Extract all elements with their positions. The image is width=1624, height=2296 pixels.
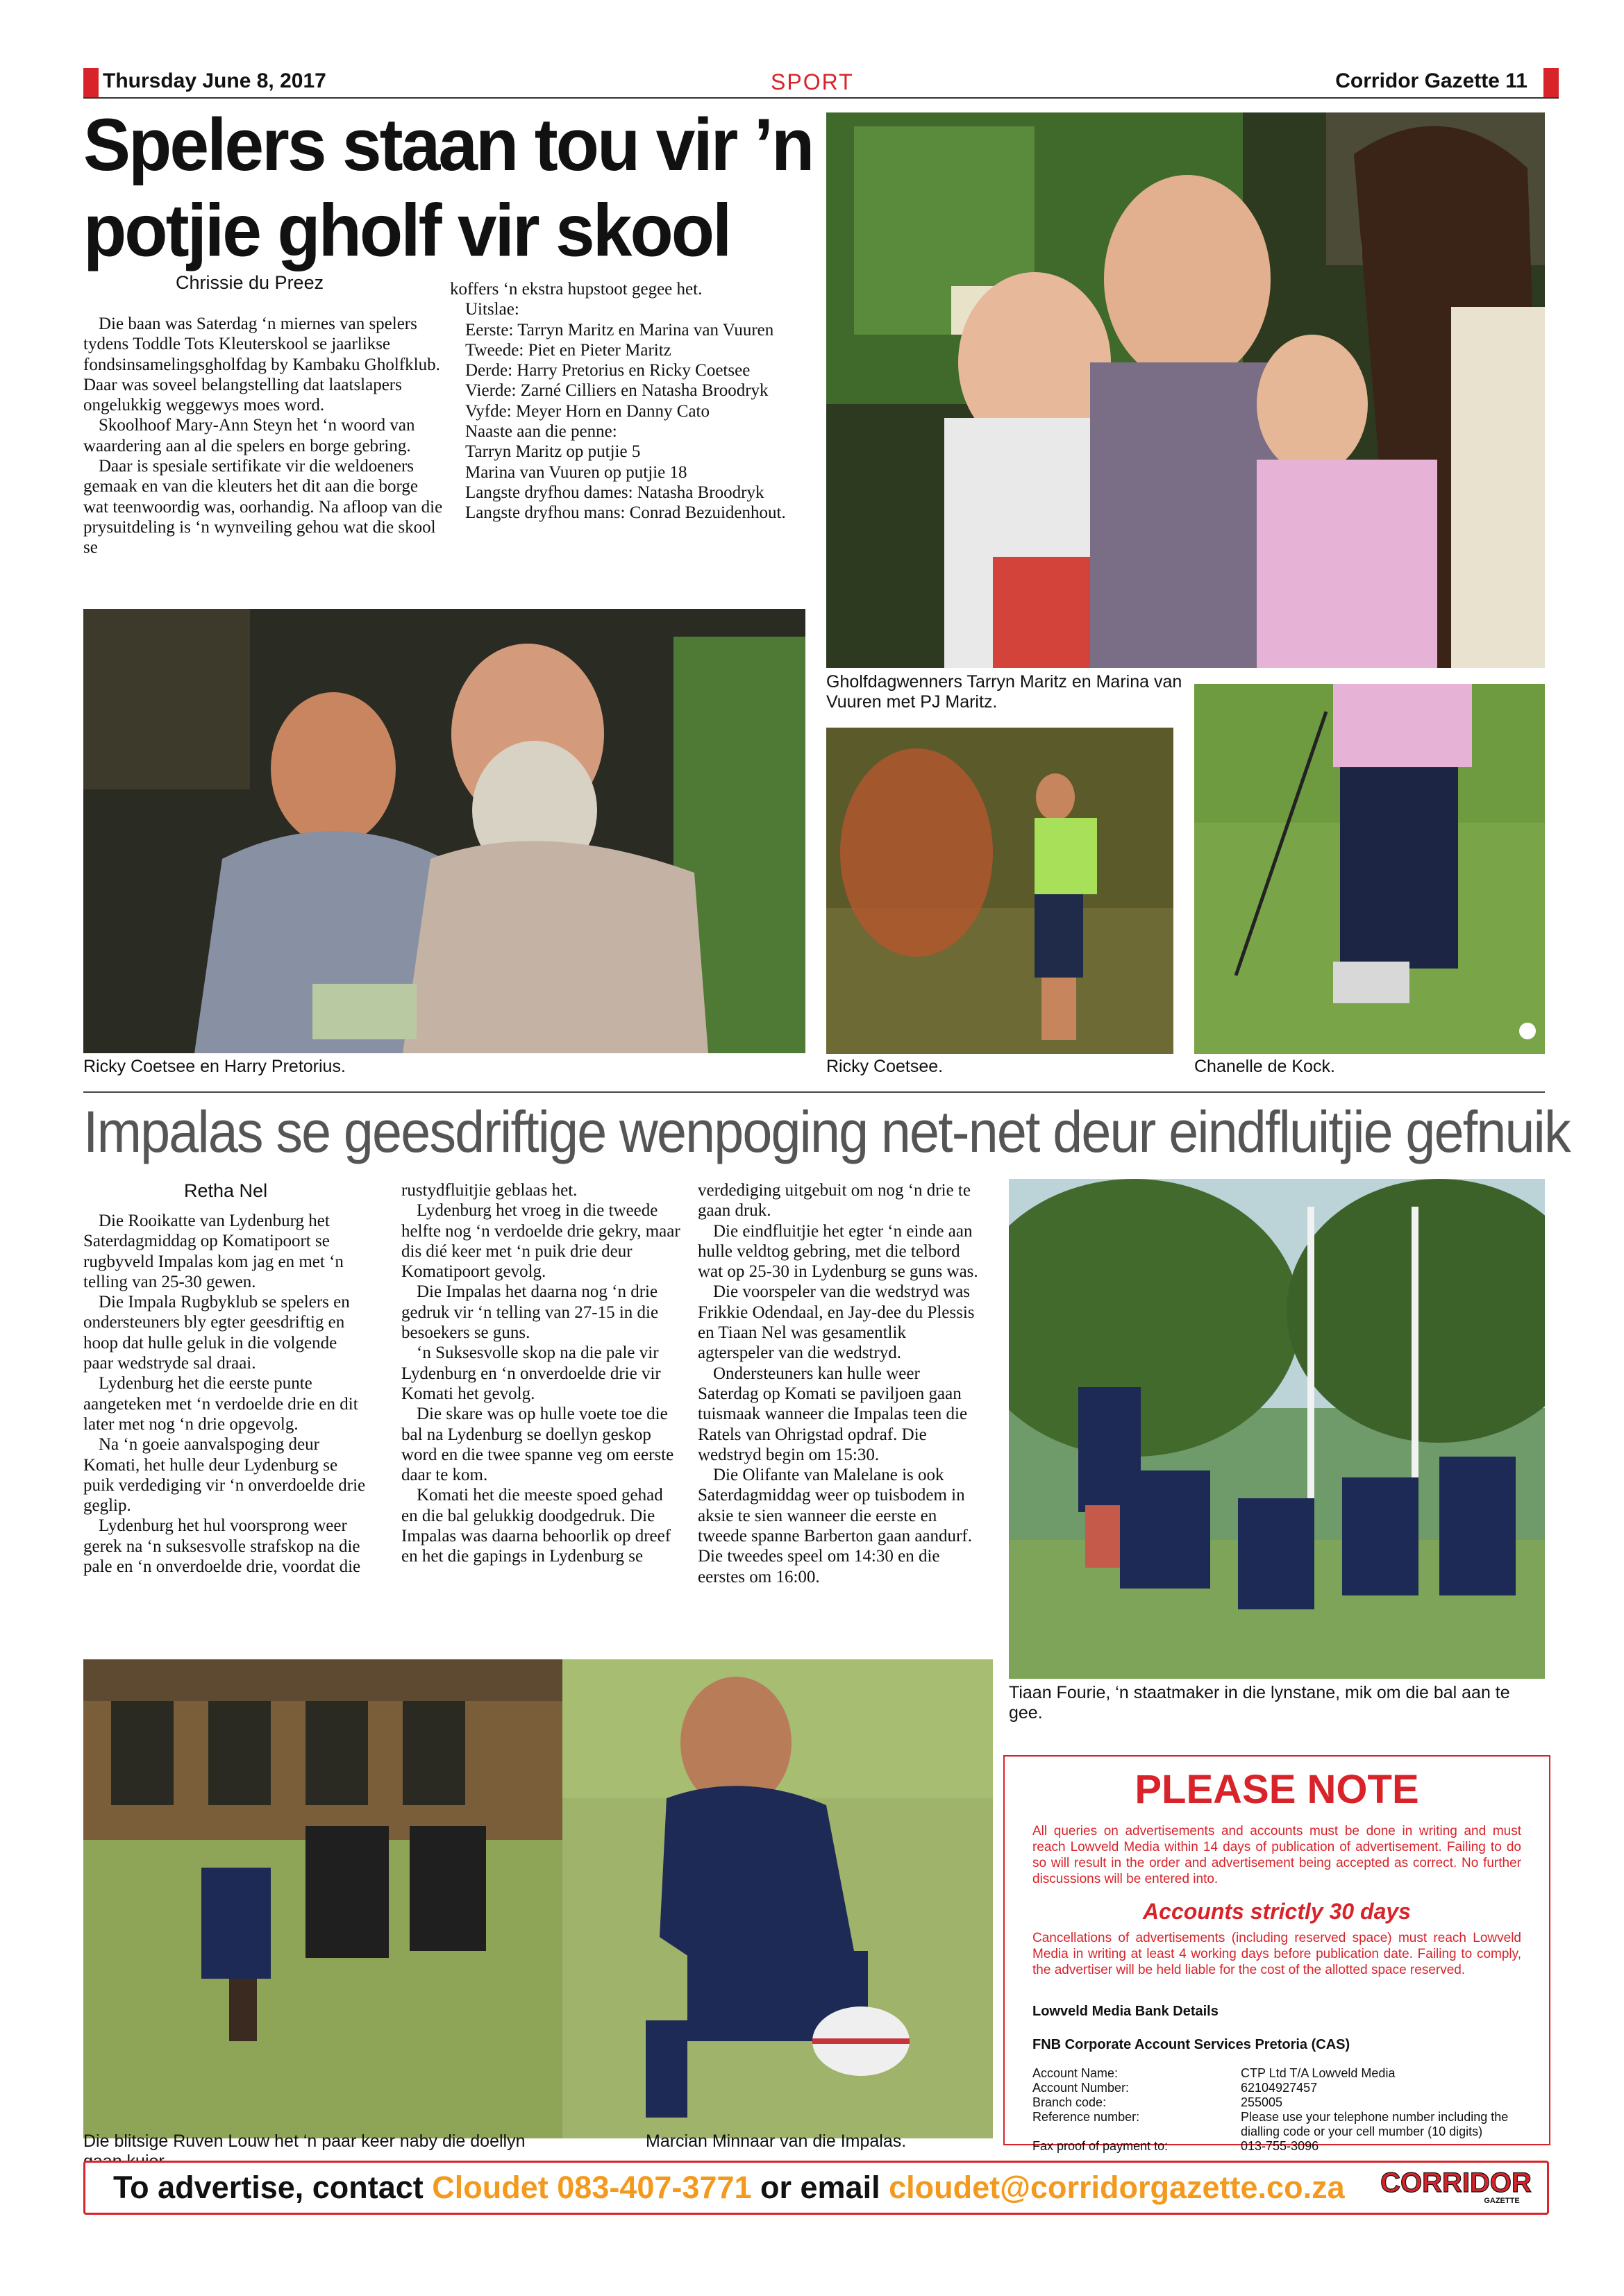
photo-rugby-ball [562, 1659, 993, 2138]
paragraph: Eerste: Tarryn Maritz en Marina van Vuuren [465, 320, 774, 340]
please-note-title: PLEASE NOTE [1135, 1767, 1419, 1812]
bank-row-value: CTP Ltd T/A Lowveld Media [1241, 2066, 1396, 2080]
article1-headline-line1: Spelers staan tou vir ’n [83, 103, 813, 186]
caption-men: Ricky Coetsee en Harry Pretorius. [83, 1057, 346, 1076]
caption-rugby-ball: Marcian Minnaar van die Impalas. [646, 2131, 907, 2151]
article1-column-2 [450, 279, 804, 523]
photo-men-certificates [83, 609, 805, 1053]
paragraph: Die voorspeler van die wedstryd was Frikkie Odendaal, en Jay-dee du Plessis en Tiaan Nel was gesamentlik agterspeler van die wedstryd. [698, 1282, 975, 1363]
logo-wordmark: CORRIDOR [1380, 2168, 1532, 2198]
paragraph: Vierde: Zarné Cilliers en Natasha Broodryk [465, 381, 769, 401]
article1-headline-line2: potjie gholf vir skool [83, 189, 730, 272]
paragraph: Na ‘n goeie aanvalspoging deur Komati, het hulle deur Lydenburg se puik verdediging vir ‘n onverdoelde drie geglip. [83, 1435, 366, 1516]
issue-date: Thursday June 8, 2017 [103, 69, 326, 92]
photo-rugby-lineout [1009, 1179, 1545, 1679]
paragraph: Komati het die meeste spoed gehad en die bal gelukkig doodgedruk. Die Impalas was daarna behoorlik op dreef en het die gapings in Lydenburg se [401, 1486, 671, 1566]
bank-row [1032, 2066, 1525, 2081]
article1-headline [83, 101, 826, 274]
paragraph: koffers ‘n ekstra hupstoot gegee het. [450, 280, 703, 299]
paragraph: Die eindfluitjie het egter ‘n einde aan hulle veldtog gebring, met die telbord wat op 25-30 in Lydenburg se guns was. [698, 1221, 978, 1282]
notice-paragraph-1: All queries on advertisements and accounts must be done in writing and must reach Lowveld Media within 14 days of publication of advertisement. Failing to do so will result in the order and advertisement being accepted as correct. No further discussions will be entered into. [1032, 1824, 1521, 1886]
article2-column-3 [698, 1180, 979, 1587]
corridor-gazette-logo [1377, 2167, 1535, 2206]
advertise-text-middle: or email [751, 2170, 889, 2205]
bank-row-value: 62104927457 [1241, 2081, 1318, 2095]
bank-row-label: Account Number: [1032, 2081, 1130, 2095]
bank-row [1032, 2139, 1525, 2154]
article2-column-2 [401, 1180, 683, 1567]
logo-sub: GAZETTE [1484, 2197, 1520, 2205]
notice-subtitle: Accounts strictly 30 days [1143, 1899, 1411, 1924]
section-divider [83, 1091, 1545, 1093]
bank-row-label: Account Name: [1032, 2066, 1119, 2080]
section-label: SPORT [771, 69, 854, 94]
paragraph: Lydenburg het die eerste punte aangeteken met ‘n verdoelde drie en dit later met nog ‘n drie opgevolg. [83, 1374, 358, 1434]
article1-column-1 [83, 314, 444, 558]
bank-row-label: Fax proof of payment to: [1032, 2139, 1169, 2153]
bank-row [1032, 2095, 1525, 2110]
paragraph: Derde: Harry Pretorius en Ricky Coetsee [465, 361, 751, 380]
paragraph: Daar is spesiale sertifikate vir die weldoeners gemaak en van die kleuters het dit aan die borge wat teenwoordig was, oorhandig. Na afloop van die prysuitdeling is ‘n wynveiling gehou wat die skool se [83, 457, 443, 558]
article2-column-1 [83, 1211, 368, 1577]
advertise-contact-name-phone: Cloudet 083-407-3771 [432, 2170, 752, 2205]
photo-golf-swing [826, 728, 1173, 1054]
caption-golf-putt: Chanelle de Kock. [1194, 1057, 1335, 1076]
paragraph: Die Rooikatte van Lydenburg het Saterdagmiddag op Komatipoort se rugbyveld Impalas kom jag en met ‘n telling van 25-30 gewen. [83, 1212, 344, 1291]
caption-golf-winners: Gholfdagwenners Tarryn Maritz en Marina van Vuuren met PJ Maritz. [826, 672, 1182, 712]
paragraph: ‘n Suksesvolle skop na die pale vir Lydenburg en ‘n onverdoelde drie vir Komati het gevolg. [401, 1343, 661, 1403]
please-note-box [1003, 1755, 1550, 2153]
article2-byline: Retha Nel [184, 1180, 268, 1201]
paragraph: Ondersteuners kan hulle weer Saterdag op Komati se paviljoen gaan tuismaak wanneer die Impalas teen die Ratels van Ohrigstad opdraf. Die wedstryd begin om 15:30. [698, 1364, 968, 1464]
paragraph: Skoolhoof Mary-Ann Steyn het ‘n woord van waardering aan al die spelers en borge gebring. [83, 416, 415, 455]
header-rule [83, 97, 1559, 99]
paragraph: Langste dryfhou mans: Conrad Bezuidenhout. [465, 503, 786, 523]
paragraph: Die Olifante van Malelane is ook Saterdagmiddag weer op tuisbodem in aksie te sien wanneer die eerste en tweede spanne Barberton gaan aandurf. Die tweedes speel om 14:30 en die eerstes om 16:00. [698, 1466, 972, 1586]
notice-paragraph-2: Cancellations of advertisements (including reserved space) must reach Lowveld Media in writing at least 4 working days before publication date. Failing to comply, the advertiser will be held liable for the cost of the allotted space reserved. [1032, 1931, 1521, 1977]
caption-rugby-run: Die blitsige Ruven Louw het ‘n paar keer naby die doellyn [83, 2131, 526, 2151]
bank-row-value: 255005 [1241, 2095, 1283, 2109]
bank-row-value: Please use your telephone number including the dialling code or your cell mumber (10 digits) [1241, 2110, 1509, 2138]
paragraph: Die Impala Rugbyklub se spelers en ondersteuners bly egter geesdriftig en hoop dat hulle geluk in die volgende paar wedstryde sal draai. [83, 1293, 350, 1373]
caption-golf-swing: Ricky Coetsee. [826, 1057, 944, 1076]
bank-details-heading: Lowveld Media Bank Details [1032, 2004, 1219, 2019]
paragraph: Die Impalas het daarna nog ‘n drie gedruk vir ‘n telling van 27-15 in die besoekers se guns. [401, 1282, 659, 1343]
bank-row-label: Reference number: [1032, 2110, 1140, 2124]
bank-row-value: 013-755-3096 [1241, 2139, 1319, 2153]
paragraph: Naaste aan die penne: [465, 422, 617, 442]
photo-golf-putt [1194, 684, 1545, 1054]
photo-golf-winners [826, 112, 1545, 668]
paragraph: Vyfde: Meyer Horn en Danny Cato [465, 401, 710, 421]
paragraph: verdediging uitgebuit om nog ‘n drie te gaan druk. [698, 1181, 971, 1221]
article2-headline: Impalas se geesdriftige wenpoging net-net deur eindfluitjie gefnuik [83, 1099, 1570, 1164]
paragraph: Lydenburg het hul voorsprong weer gerek na ‘n suksesvolle strafskop na die pale en ‘n onverdoelde drie, voordat die [83, 1516, 361, 1577]
bank-name: FNB Corporate Account Services Pretoria (CAS) [1032, 2037, 1350, 2052]
paragraph: Lydenburg het vroeg in die tweede helfte nog ‘n verdoelde drie gekry, maar dis dié keer met ‘n puik drie deur Komatipoort gevolg. [401, 1201, 680, 1282]
advertise-email: cloudet@corridorgazette.co.za [889, 2170, 1345, 2205]
paragraph: rustydfluitjie geblaas het. [401, 1181, 578, 1200]
bank-row [1032, 2110, 1525, 2139]
header-red-tab-left [83, 68, 99, 97]
paper-page-label: Corridor Gazette 11 [1335, 69, 1527, 92]
bank-details-table [1032, 2066, 1525, 2154]
caption-rugby-lineout: Tiaan Fourie, ‘n staatmaker in die lynstane, mik om die bal aan te gee. [1009, 1683, 1510, 1723]
advertise-text-prefix: To advertise, contact [113, 2170, 433, 2205]
bank-row-label: Branch code: [1032, 2095, 1107, 2109]
paragraph: Langste dryfhou dames: Natasha Broodryk [465, 483, 764, 502]
advertise-banner [83, 2161, 1549, 2215]
paragraph: Tarryn Maritz op putjie 5 [465, 442, 641, 462]
article1-byline: Chrissie du Preez [176, 272, 324, 293]
paragraph: Tweede: Piet en Pieter Maritz [465, 340, 671, 360]
advertise-text [113, 2170, 1345, 2206]
paragraph: Uitslae: [465, 300, 519, 319]
paragraph: Marina van Vuuren op putjie 18 [465, 462, 687, 482]
photo-rugby-run [83, 1659, 562, 2138]
paragraph: Die baan was Saterdag ‘n miernes van spelers tydens Toddle Tots Kleuterskool se jaarlikse fondsinsamelingsgholfdag by Kambaku Gholfklub. Daar was soveel belangstelling dat laatslapers ongelukkig weggewys moes word. [83, 315, 440, 415]
paragraph: Die skare was op hulle voete toe die bal na Lydenburg se doellyn geskop word en die twee spanne veg om eerste daar te kom. [401, 1405, 674, 1485]
bank-row [1032, 2081, 1525, 2095]
header-red-tab-right [1543, 68, 1559, 97]
